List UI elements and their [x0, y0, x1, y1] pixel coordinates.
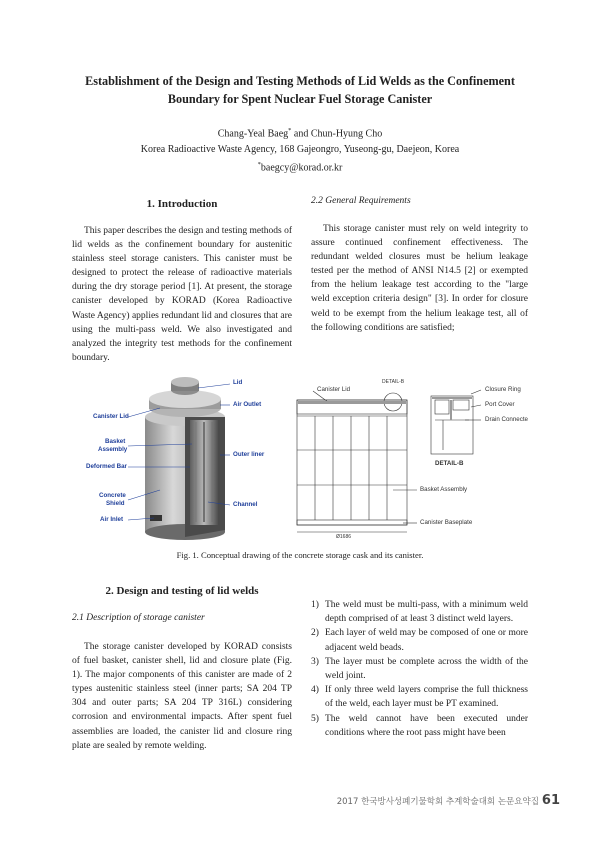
author-block — [60, 123, 540, 176]
footer-text: 2017 한국방사성폐기물학회 추계학술대회 논문요약집 — [336, 797, 539, 807]
section-1-paragraph: This paper describes the design and testing methods of lid welds as the confinement boundary for austenitic stainless steel storage canisters. This canister must be designed to protect the release of radioactive materials during the dry storage period [1]. At present, the storage canister developed by KORAD (Korea Radioactive Waste Agency) applies redundant lid and closures that are using the multi-pass weld. We also investigated and analyzed the integrity test methods for the confinement boundary. — [72, 226, 292, 363]
label-drain-connecte: Drain Connecte — [485, 416, 528, 423]
label-port-cover: Port Cover — [485, 401, 515, 408]
label-basket-assembly: Basket Assembly — [420, 486, 468, 493]
label-concrete-1: Concrete — [99, 492, 126, 499]
section-2-heading: 2. Design and testing of lid welds — [105, 585, 259, 597]
label-basket-1: Basket — [105, 438, 126, 445]
list-item: 2) Each layer of weld may be composed of one or more adjacent weld beads. — [311, 628, 528, 653]
list-item: 5) The weld cannot have been executed under conditions where the root pass might have been — [311, 713, 528, 738]
figure-1 — [80, 372, 530, 544]
list-item: 4) If only three weld layers comprise the full thickness of the weld, each layer must be PT examined. — [311, 685, 528, 710]
label-lid: Lid — [233, 379, 243, 386]
paper-title — [70, 73, 530, 108]
label-detail-b-top: DETAIL-B — [382, 379, 405, 385]
label-basket-2: Assembly — [98, 446, 128, 453]
affiliation: Korea Radioactive Waste Agency, 168 Gajeongro, Yuseong-gu, Daejeon, Korea — [140, 143, 460, 155]
page-footer — [337, 793, 560, 808]
label-air-inlet: Air Inlet — [100, 516, 124, 523]
title-line-1: Establishment of the Design and Testing Methods of Lid Welds as the Confinement — [85, 74, 515, 88]
figure-caption: Fig. 1. Conceptual drawing of the concrete storage cask and its canister. — [176, 550, 424, 560]
label-deformed-bar: Deformed Bar — [86, 463, 127, 470]
title-line-2: Boundary for Spent Nuclear Fuel Storage Canister — [167, 91, 433, 106]
section-2-1-heading: 2.1 Description of storage canister — [72, 613, 205, 623]
section-2-1-paragraph: The storage canister developed by KORAD consists of fuel basket, canister shell, lid and closure plate (Fig. 1). The major components of this canister are made of 2 types austenitic stainless steel (inner parts; SA 204 TP 304 and outer parts; SA 204 TP 316L) considering corrosion and environmental impacts. After spent fuel assemblies are loaded, the canister lid and closure ring plate are sealed by remote welding. — [72, 642, 292, 751]
label-dimension: Ø1686 — [336, 534, 352, 540]
label-canister-baseplate: Canister Baseplate — [420, 519, 473, 526]
label-concrete-2: Shield — [106, 500, 125, 507]
requirements-list — [311, 598, 528, 740]
list-item: 3) The layer must be complete across the width of the weld joint. — [311, 656, 528, 682]
list-item: 1) The weld must be multi-pass, with a minimum weld depth comprised of at least 3 distinct weld layers. — [311, 600, 528, 625]
label-outer-liner: Outer liner — [233, 451, 265, 458]
label-closure-ring: Closure Ring — [485, 386, 521, 393]
label-air-outlet: Air Outlet — [233, 401, 262, 408]
page-number: 61 — [541, 793, 560, 808]
label-channel: Channel — [233, 501, 258, 508]
section-2-2-paragraph: This storage canister must rely on weld integrity to assure continued confinement effectiveness. The redundant welded closures must be helium leakage tested per the method of ANSI N14.5 [2] or exempted from the helium leakage test according to the "large weld exception criteria design" [3]. In order for closure weld to be exempt from the helium leakage test, all of the following conditions are satisfied; — [311, 224, 528, 333]
label-canister-lid-2: Canister Lid — [317, 386, 351, 393]
label-detail-b: DETAIL-B — [435, 460, 464, 467]
section-1-heading: 1. Introduction — [146, 198, 218, 210]
label-canister-lid: Canister Lid — [93, 413, 129, 420]
author-email: *baegcy@korad.or.kr — [257, 161, 343, 174]
section-2-2-heading: 2.2 General Requirements — [311, 196, 411, 206]
author-names: Chang-Yeal Baeg* and Chun-Hyung Cho — [217, 127, 383, 140]
